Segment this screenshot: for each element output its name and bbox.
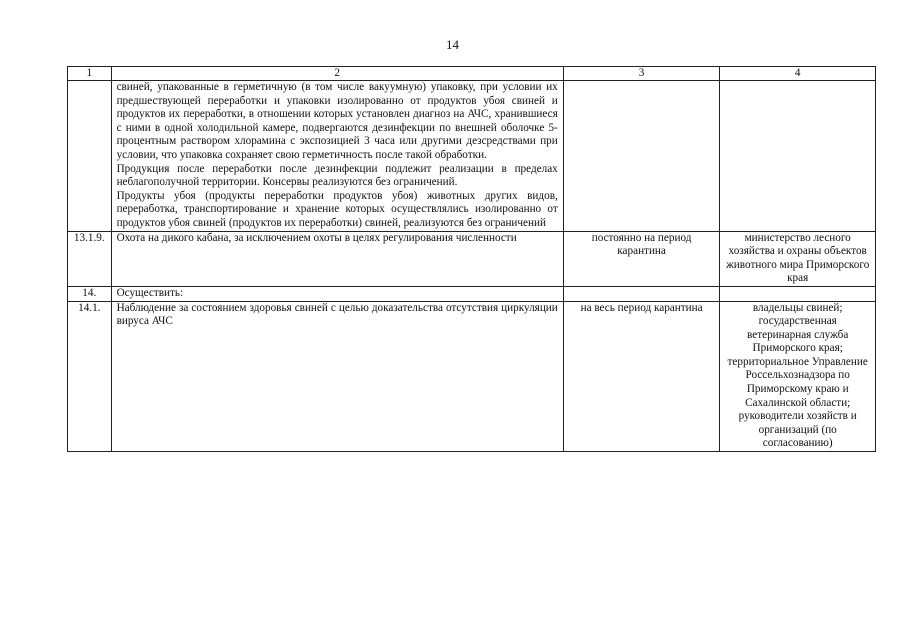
responsible-cell [720,81,876,232]
column-header-3: 3 [563,67,720,81]
table-header-row [68,67,876,81]
column-header-4: 4 [720,67,876,81]
column-header-2: 2 [111,67,563,81]
measure-text: Охота на дикого кабана, за исключением охоты в целях регулирования численности [111,231,563,286]
table-row [68,81,876,232]
measure-paragraph: Продукция после переработки после дезинфекции подлежит реализации в пределах неблагополучной территории. Консервы реализуются без ограничений. [116,162,558,189]
period-cell: на весь период карантина [563,301,720,452]
period-cell [563,286,720,301]
period-cell [563,81,720,232]
table-row [68,231,876,286]
measure-text [111,81,563,232]
measure-paragraph: свиней, упакованные в герметичную (в том числе вакуумную) упаковку, при условии их предшествующей переработки и упаковки изолированно от продуктов убоя свиней и продуктов их переработки, в отношении которых установлен диагноз на АЧС, хранившиеся с ними в одной холодильной камере, подвергаются дезинфекции по внешней оболочке 5-процентным раствором хлорамина с экспозицией 3 часа или другими дезсредствами при условии, что упаковка сохраняет свою герметичность после такой обработки. [116,81,558,161]
responsible-cell: министерство лесного хозяйства и охраны объектов животного мира Приморского края [720,231,876,286]
row-number [68,81,112,232]
row-number: 14.1. [68,301,112,452]
table-row [68,301,876,452]
period-cell: постоянно на период карантина [563,231,720,286]
page-number: 14 [446,37,459,52]
responsible-cell: владельцы свиней; государственная ветеринарная служба Приморского края; территориальное Управление Россельхознадзора по Приморскому краю и Сахалинской области; руководители хозяйств и организаций (по согласованию) [720,301,876,452]
row-number: 14. [68,286,112,301]
table-row [68,286,876,301]
column-header-1: 1 [68,67,112,81]
measure-text: Наблюдение за состоянием здоровья свиней с целью доказательства отсутствия циркуляции вируса АЧС [111,301,563,452]
section-heading: Осуществить: [111,286,563,301]
measure-paragraph: Продукты убоя (продукты переработки продуктов убоя) животных других видов, переработка, транспортирование и хранение которых осуществлялись изолированно от продуктов убоя свиней (продуктов их переработки) свиней, реализуются без ограничений [116,189,558,229]
row-number: 13.1.9. [68,231,112,286]
responsible-cell [720,286,876,301]
measures-table [67,66,876,452]
